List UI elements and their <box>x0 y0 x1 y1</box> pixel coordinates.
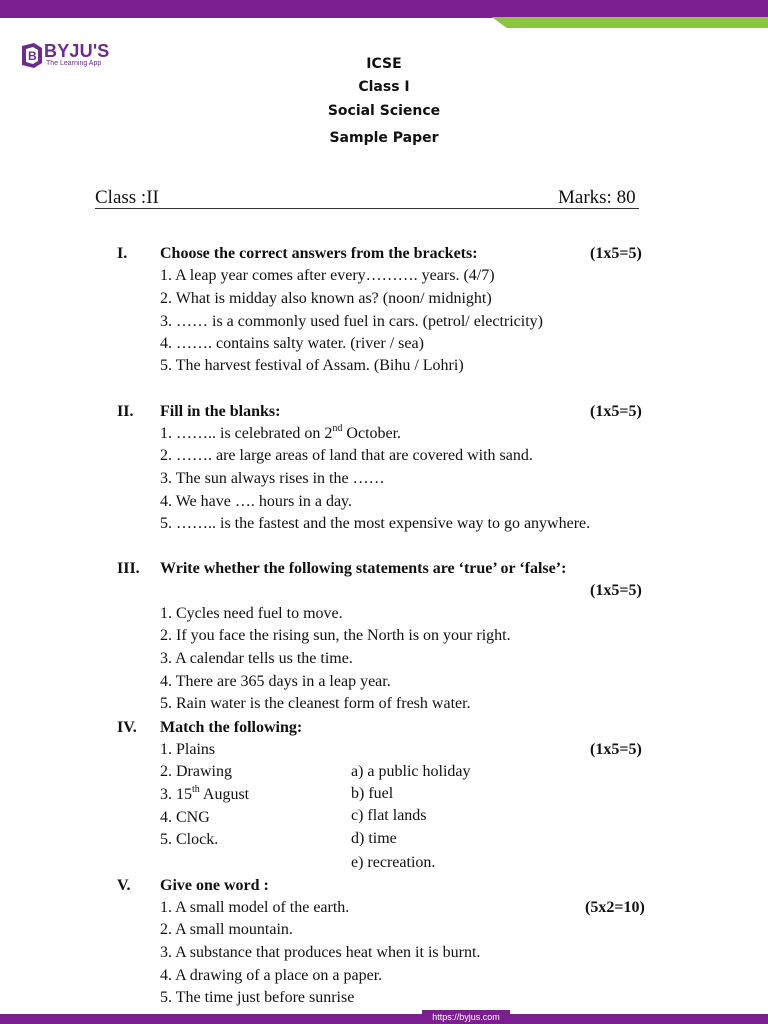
paper-title: Sample Paper <box>329 130 439 146</box>
board-title: ICSE <box>366 56 402 72</box>
question-item: 5. The harvest festival of Assam. (Bihu / Lohri) <box>160 357 464 374</box>
section-marks: (1x5=5) <box>590 245 642 262</box>
question-item: 4. There are 365 days in a leap year. <box>160 673 391 690</box>
question-item: 1. A leap year comes after every………. years. (4/7) <box>160 267 495 284</box>
svg-text:B: B <box>28 49 37 63</box>
ordinal-suffix: th <box>192 783 200 795</box>
class-title: Class I <box>358 79 410 95</box>
question-item <box>160 424 401 444</box>
match-right-item: e) recreation. <box>351 854 436 871</box>
section-title: Give one word : <box>160 877 269 894</box>
question-item: 4. We have …. hours in a day. <box>160 493 352 510</box>
question-item: 2. What is midday also known as? (noon/ midnight) <box>160 290 492 307</box>
match-left-item: 1. Plains <box>160 741 216 758</box>
match-left-item: 5. Clock. <box>160 831 219 848</box>
section-title: Choose the correct answers from the brackets: <box>160 245 478 262</box>
match-right-item: d) time <box>351 830 397 847</box>
question-item: 1. A small model of the earth. <box>160 899 350 916</box>
question-item: 2. ……. are large areas of land that are covered with sand. <box>160 447 533 464</box>
section-numeral: V. <box>117 877 131 894</box>
logo-wordmark: BYJU'S <box>44 41 110 61</box>
question-item: 5. Rain water is the cleanest form of fresh water. <box>160 695 471 712</box>
section-numeral: III. <box>117 560 140 577</box>
question-item: 2. A small mountain. <box>160 921 293 938</box>
section-marks: (1x5=5) <box>590 403 642 420</box>
section-marks: (1x5=5) <box>590 582 642 599</box>
question-text: 1. …….. is celebrated on 2 <box>160 425 333 442</box>
subject-title: Social Science <box>327 103 441 119</box>
match-right-item: c) flat lands <box>351 807 427 824</box>
logo-tagline: The Learning App <box>46 60 102 67</box>
question-item: 5. …….. is the fastest and the most expensive way to go anywhere. <box>160 515 591 532</box>
top-banner-purple <box>0 0 768 18</box>
question-text: October. <box>342 425 402 442</box>
question-item: 3. …… is a commonly used fuel in cars. (petrol/ electricity) <box>160 313 543 330</box>
match-left-item: 4. CNG <box>160 809 210 826</box>
footer-url-link[interactable]: https://byjus.com <box>422 1010 510 1024</box>
question-item: 5. The time just before sunrise <box>160 989 355 1006</box>
question-item: 3. A substance that produces heat when it is burnt. <box>160 944 481 961</box>
question-item: 2. If you face the rising sun, the North is on your right. <box>160 627 511 644</box>
section-title: Match the following: <box>160 719 303 736</box>
question-item: 3. A calendar tells us the time. <box>160 650 353 667</box>
match-right-item: b) fuel <box>351 785 394 802</box>
question-item: 4. A drawing of a place on a paper. <box>160 967 383 984</box>
match-text: August <box>199 786 250 803</box>
match-left-item: 2. Drawing <box>160 763 232 780</box>
top-banner-green <box>0 17 768 28</box>
section-numeral: II. <box>117 403 134 420</box>
header-divider <box>95 208 639 209</box>
class-label: Class :II <box>95 187 159 208</box>
section-marks: (5x2=10) <box>585 899 645 916</box>
section-title: Fill in the blanks: <box>160 403 281 420</box>
section-title: Write whether the following statements are ‘true’ or ‘false’: <box>160 560 567 577</box>
question-item: 3. The sun always rises in the …… <box>160 470 385 487</box>
footer-banner-purple <box>0 1014 768 1024</box>
footer-banner <box>0 1010 768 1024</box>
ordinal-suffix: nd <box>332 422 343 434</box>
section-numeral: IV. <box>117 719 137 736</box>
question-item: 4. ……. contains salty water. (river / sea) <box>160 335 424 352</box>
section-marks: (1x5=5) <box>590 741 642 758</box>
question-item: 1. Cycles need fuel to move. <box>160 605 343 622</box>
match-left-item <box>160 785 249 805</box>
match-right-item: a) a public holiday <box>351 763 471 780</box>
match-text: 3. 15 <box>160 786 192 803</box>
top-banner <box>0 0 768 28</box>
marks-label: Marks: 80 <box>558 187 636 208</box>
section-numeral: I. <box>117 245 128 262</box>
